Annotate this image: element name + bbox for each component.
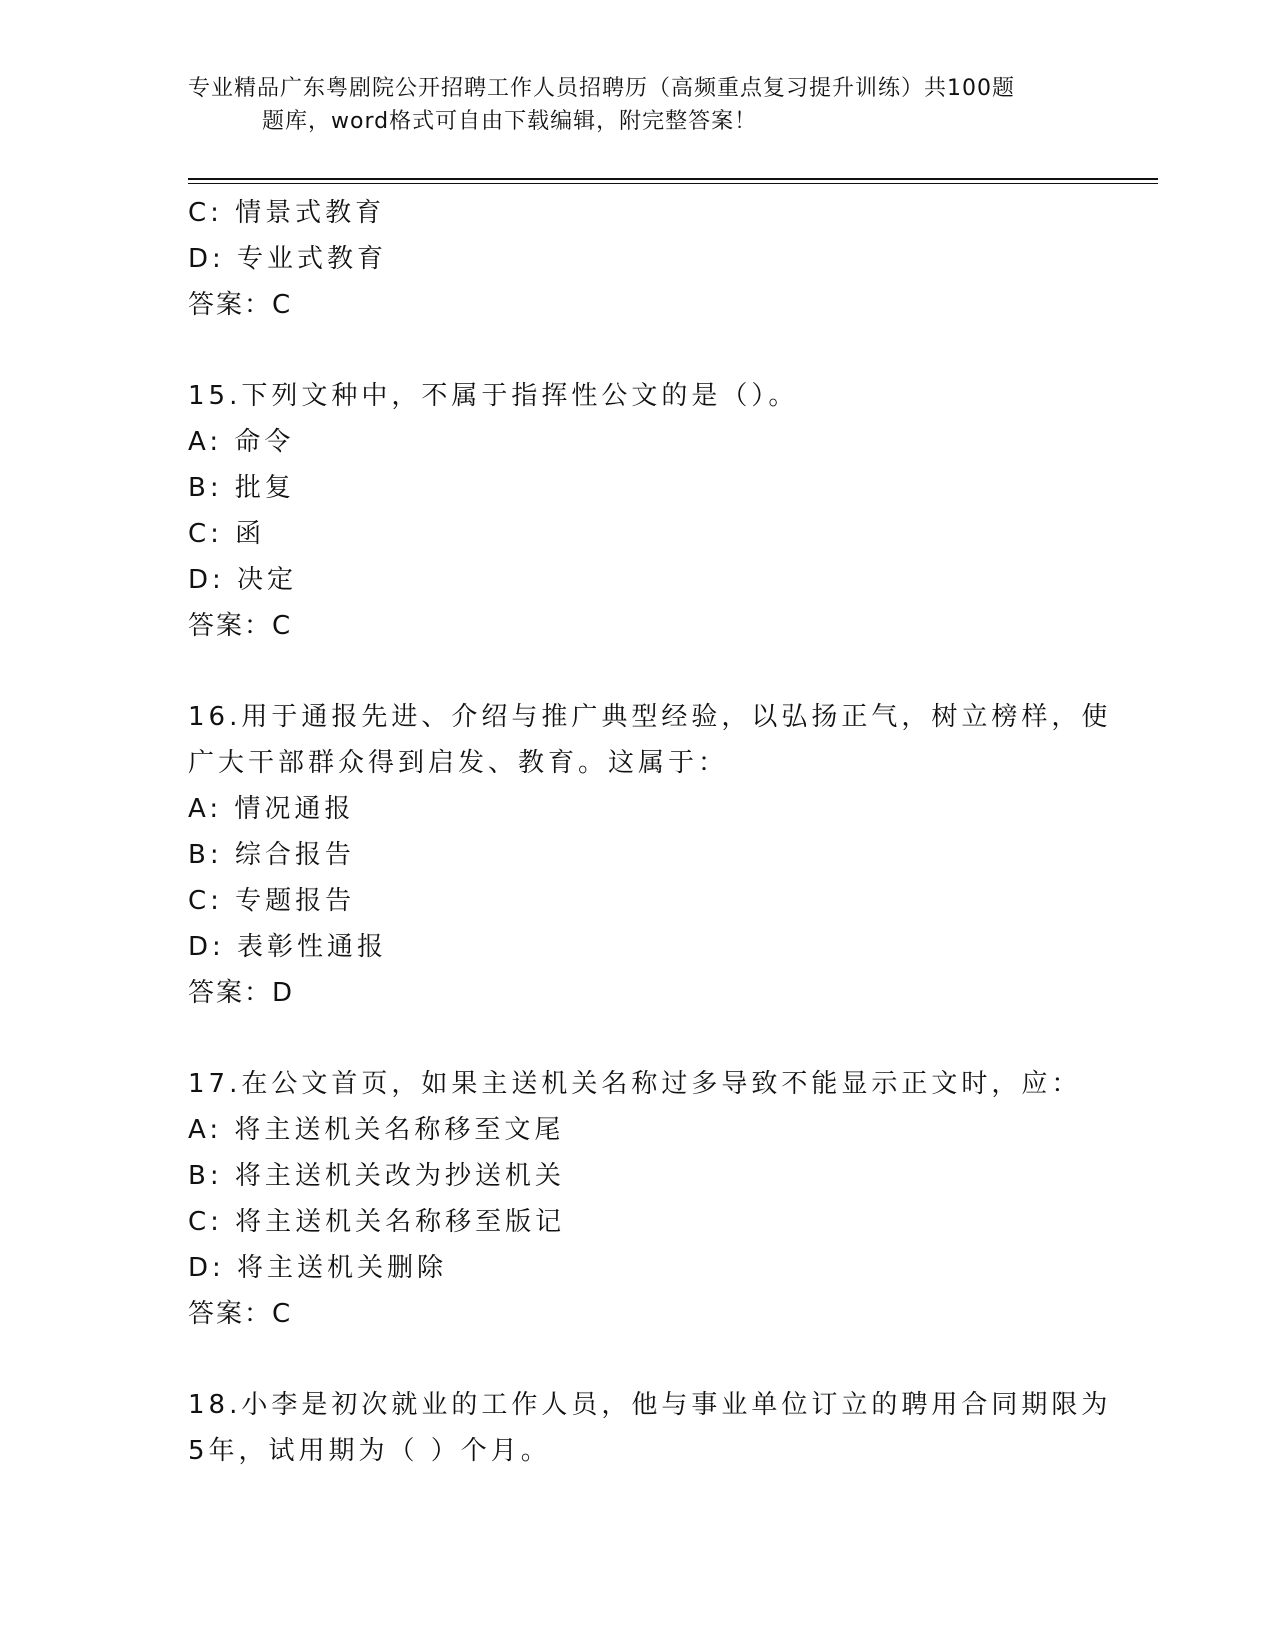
question-16 bbox=[188, 694, 1112, 1016]
option-c: C: 函 bbox=[188, 519, 266, 549]
option-a: A: 命令 bbox=[188, 427, 295, 457]
option-a: A: 情况通报 bbox=[188, 794, 355, 824]
option-c: C: 情景式教育 bbox=[188, 198, 386, 228]
answer-line: 答案：C bbox=[188, 1299, 293, 1329]
spacer bbox=[188, 1337, 1088, 1382]
option-c: C: 专题报告 bbox=[188, 886, 356, 916]
question-stem: 17.在公文首页，如果主送机关名称过多导致不能显示正文时，应： bbox=[188, 1069, 1082, 1099]
option-d: D: 表彰性通报 bbox=[188, 932, 388, 962]
header-rule-thick bbox=[188, 178, 1158, 180]
question-stem-continued: 5年，试用期为（ ）个月。 bbox=[188, 1436, 551, 1466]
question-15 bbox=[188, 373, 1088, 649]
option-d: D: 决定 bbox=[188, 565, 298, 595]
question-stem: 15.下列文种中，不属于指挥性公文的是（）。 bbox=[188, 381, 799, 411]
question-stem-continued: 广大干部群众得到启发、教育。这属于： bbox=[188, 748, 729, 778]
option-c: C: 将主送机关名称移至版记 bbox=[188, 1207, 566, 1237]
option-b: B: 综合报告 bbox=[188, 840, 355, 870]
header-line-1: 专业精品广东粤剧院公开招聘工作人员招聘历（高频重点复习提升训练）共100题 bbox=[188, 76, 1015, 101]
option-b: B: 将主送机关改为抄送机关 bbox=[188, 1161, 565, 1191]
spacer bbox=[188, 1016, 1088, 1061]
answer-line: 答案：D bbox=[188, 978, 295, 1008]
option-d: D: 专业式教育 bbox=[188, 244, 388, 274]
option-d: D: 将主送机关删除 bbox=[188, 1253, 448, 1283]
spacer bbox=[188, 649, 1088, 694]
question-stem: 16.用于通报先进、介绍与推广典型经验，以弘扬正气，树立榜样，使 bbox=[188, 702, 1112, 732]
question-17 bbox=[188, 1061, 1088, 1337]
header-rule-thin bbox=[188, 183, 1158, 184]
header-line-2: 题库，word格式可自由下载编辑，附完整答案！ bbox=[262, 109, 758, 134]
answer-line: 答案：C bbox=[188, 290, 293, 320]
option-a: A: 将主送机关名称移至文尾 bbox=[188, 1115, 565, 1145]
question-stem: 18.小李是初次就业的工作人员，他与事业单位订立的聘用合同期限为 bbox=[188, 1390, 1112, 1420]
prev-question-block bbox=[188, 190, 1088, 328]
answer-line: 答案：C bbox=[188, 611, 293, 641]
document-header bbox=[188, 72, 1088, 138]
question-18 bbox=[188, 1382, 1112, 1474]
question-list bbox=[188, 190, 1112, 1474]
option-b: B: 批复 bbox=[188, 473, 295, 503]
spacer bbox=[188, 328, 1088, 373]
